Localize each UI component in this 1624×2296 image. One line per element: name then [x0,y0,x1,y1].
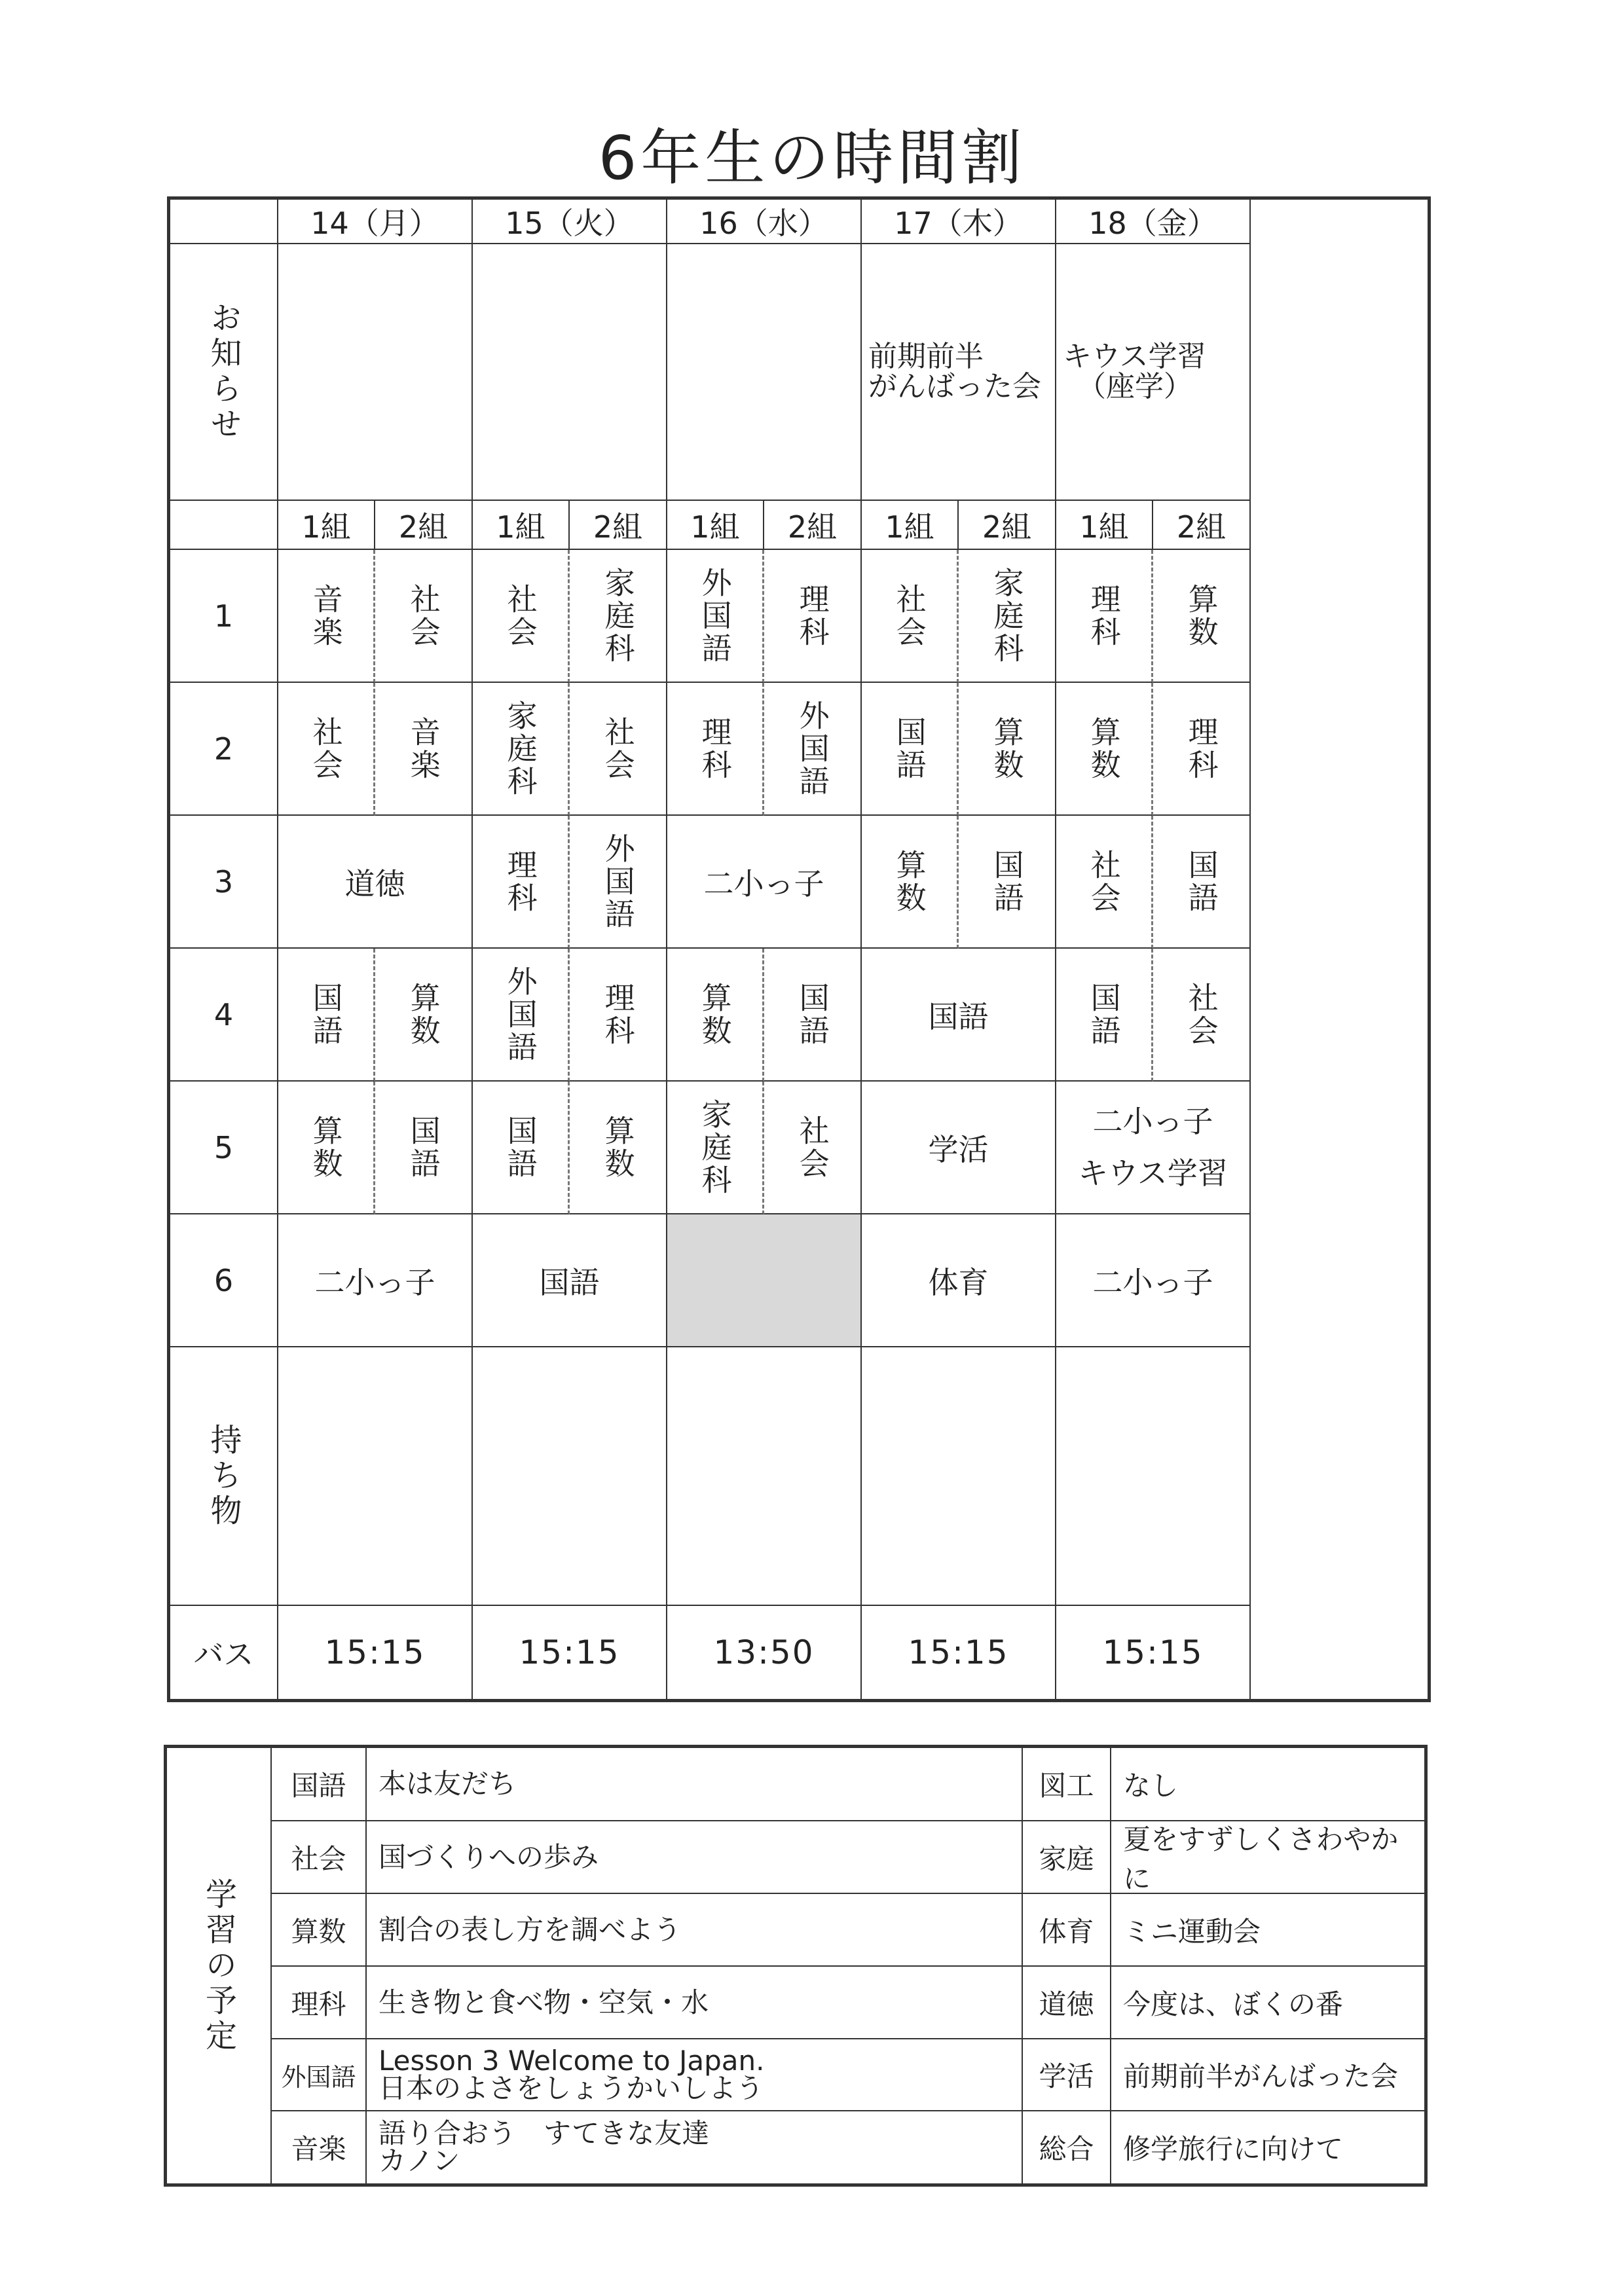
lesson-cell-merged: 国語 [473,1214,667,1347]
belongings-cell [473,1347,667,1606]
lesson-text: 音楽 [405,716,441,782]
plan-subject: 理科 [272,1967,367,2039]
plan-label-cell [167,1748,272,2183]
lesson-text: 国語 [308,981,344,1048]
lesson-text: 音楽 [308,583,344,649]
bus-time: 15:15 [473,1606,667,1699]
class-label: 1組 [473,501,570,550]
lesson-cell [1056,949,1153,1082]
lesson-cell-merged: 体育 [862,1214,1056,1347]
bus-time: 15:15 [278,1606,473,1699]
lesson-text: 二小っ子 [1092,1104,1213,1140]
lesson-text: 社会 [502,583,538,649]
period-number: 3 [170,816,278,949]
lesson-cell-merged: 二小っ子 [278,1214,473,1347]
plan-content [367,1748,1023,1821]
lesson-text: 理科 [697,716,733,782]
class-label: 2組 [1153,501,1251,550]
plan-content: なし [1111,1748,1424,1821]
plan-text: カノン [378,2145,460,2177]
lesson-text: 理科 [1183,716,1219,782]
lesson-text: 算数 [405,981,441,1048]
lesson-cell [764,1082,862,1214]
plan-text: 国づくりへの歩み [378,1840,599,1873]
lesson-cell [278,683,375,816]
plan-label: 学習の予定 [200,1877,237,2054]
class-label: 1組 [862,501,959,550]
lesson-text: 外国語 [794,699,830,798]
lesson-cell [764,550,862,683]
plan-content: 今度は、ぼくの番 [1111,1967,1424,2039]
lesson-cell [1153,949,1251,1082]
period-number: 1 [170,550,278,683]
lesson-cell [570,683,667,816]
lesson-cell [278,1082,375,1214]
lesson-cell-merged: 二小っ子 [1056,1214,1251,1347]
lesson-cell [570,949,667,1082]
lesson-text: 国語 [891,716,927,782]
lesson-text: 外国語 [600,832,636,931]
lesson-cell [862,550,959,683]
lesson-text: 国語 [794,981,830,1048]
plan-content: 前期前半がんばった会 [1111,2039,1424,2111]
class-label: 2組 [375,501,473,550]
period-number: 4 [170,949,278,1082]
belongings-cell [278,1347,473,1606]
lesson-text: 国語 [405,1114,441,1180]
plan-content: 修学旅行に向けて [1123,2133,1344,2165]
lesson-cell [764,949,862,1082]
lesson-cell [570,1082,667,1214]
plan-subject: 外国語 [272,2039,367,2111]
lesson-text: 理科 [1086,583,1122,649]
lesson-cell [862,816,959,949]
lesson-cell [1056,816,1153,949]
lesson-cell-merged: 学活 [862,1082,1056,1214]
lesson-text: 家庭科 [600,566,636,665]
lesson-text: キウス学習 [1078,1155,1228,1191]
lesson-text: 社会 [1086,848,1122,915]
plan-subject: 図工 [1023,1748,1111,1821]
plan-text: 日本のよさをしょうかいしよう [378,2072,764,2104]
lesson-text: 算数 [989,716,1025,782]
lesson-cell [959,816,1056,949]
plan-subject: 音楽 [272,2111,367,2183]
lesson-cell [1153,683,1251,816]
plan-subject: 家庭 [1023,1821,1111,1894]
lesson-text: 社会 [794,1114,830,1180]
bus-time: 15:15 [1056,1606,1251,1699]
lesson-cell [473,683,570,816]
bus-label: バス [170,1606,278,1699]
plan-content: 夏をすずしくさわやかに [1111,1821,1424,1894]
lesson-text: 家庭科 [697,1098,733,1197]
notice-text: （座学） [1063,370,1192,403]
plan-content [367,1967,1023,2039]
lesson-cell [570,550,667,683]
plan-subject: 道徳 [1023,1967,1111,2039]
lesson-cell-merged [1056,1082,1251,1214]
lesson-text: 社会 [405,583,441,649]
lesson-cell [959,550,1056,683]
plan-subject: 体育 [1023,1894,1111,1967]
notice-cell-fri [1056,244,1251,501]
page-title: 6年生の時間割 [598,123,1026,193]
lesson-text: 国語 [502,1114,538,1180]
lesson-text: 算数 [308,1114,344,1180]
class-label: 2組 [570,501,667,550]
plan-text: Lesson 3 Welcome to Japan. [378,2045,765,2077]
plan-text: 生き物と食べ物・空気・水 [378,1986,709,2018]
plan-subject: 算数 [272,1894,367,1967]
bus-time: 15:15 [862,1606,1056,1699]
lesson-cell [375,550,473,683]
lesson-text: 社会 [308,716,344,782]
class-label: 1組 [667,501,764,550]
notice-label-cell [170,244,278,501]
lesson-text: 社会 [1183,981,1219,1048]
lesson-text: 算数 [891,848,927,915]
lesson-cell [375,683,473,816]
lesson-text: 国語 [1183,848,1219,915]
lesson-cell [764,683,862,816]
class-label: 1組 [278,501,375,550]
notice-cell [473,244,667,501]
lesson-text: 家庭科 [989,566,1025,665]
lesson-cell [862,683,959,816]
lesson-text: 家庭科 [502,699,538,798]
lesson-cell [667,949,764,1082]
class-label: 2組 [764,501,862,550]
lesson-cell [375,1082,473,1214]
lesson-cell [1153,550,1251,683]
period-number: 5 [170,1082,278,1214]
day-header: 18（金） [1056,200,1251,244]
plan-subject: 学活 [1023,2039,1111,2111]
class-row-corner [170,501,278,550]
belongings-cell [667,1347,862,1606]
plan-content: ミニ運動会 [1111,1894,1424,1967]
lesson-text: 理科 [600,981,636,1048]
plan-subject: 総合 [1023,2111,1111,2183]
lesson-text: 外国語 [502,965,538,1064]
class-label: 1組 [1056,501,1153,550]
lesson-cell [667,683,764,816]
lesson-cell-merged: 道徳 [278,816,473,949]
plan-content [367,2111,1023,2183]
period-number: 2 [170,683,278,816]
lesson-cell [1153,816,1251,949]
plan-subject: 国語 [272,1748,367,1821]
lesson-cell-merged: 国語 [862,949,1056,1082]
timetable [167,196,1431,1702]
notice-cell [667,244,862,501]
plan-content [367,1821,1023,1894]
bus-time: 13:50 [667,1606,862,1699]
plan-text: 語り合おう すてきな友達 [378,2117,710,2149]
lesson-cell [473,1082,570,1214]
lesson-cell-merged: 二小っ子 [667,816,862,949]
lesson-text: 社会 [600,716,636,782]
belongings-label: 持ち物 [205,1423,242,1529]
plan-subject: 社会 [272,1821,367,1894]
lesson-text: 国語 [989,848,1025,915]
lesson-cell [570,816,667,949]
lesson-cell [278,550,375,683]
lesson-text: 算数 [697,981,733,1048]
notice-cell-thu [862,244,1056,501]
lesson-cell [959,683,1056,816]
lesson-cell [1056,550,1153,683]
lesson-cell [473,816,570,949]
day-header: 15（火） [473,200,667,244]
lesson-text: 理科 [502,848,538,915]
day-header: 16（水） [667,200,862,244]
notice-cell [278,244,473,501]
plan-content [367,2039,1023,2111]
lesson-cell [667,1082,764,1214]
lesson-cell [278,949,375,1082]
plan-text: 割合の表し方を調べよう [378,1913,682,1946]
notice-text: がんばった会 [868,370,1041,403]
lesson-text: 国語 [1086,981,1122,1048]
day-header: 17（木） [862,200,1056,244]
belongings-label-cell [170,1347,278,1606]
period-number: 6 [170,1214,278,1347]
plan-text: 本は友だち [378,1768,517,1800]
header-corner [170,200,278,244]
lesson-text: 理科 [794,583,830,649]
lesson-text: 算数 [1086,716,1122,782]
class-label: 2組 [959,501,1056,550]
day-header: 14（月） [278,200,473,244]
learning-plan [164,1745,1428,2187]
lesson-cell [473,949,570,1082]
belongings-cell [1056,1347,1251,1606]
belongings-cell [862,1347,1056,1606]
lesson-text: 社会 [891,583,927,649]
lesson-cell [375,949,473,1082]
notice-text: キウス学習 [1063,339,1206,373]
plan-content [367,1894,1023,1967]
lesson-cell [667,550,764,683]
notice-label: お知らせ [205,301,242,443]
lesson-cell [1056,683,1153,816]
lesson-cell [473,550,570,683]
lesson-text: 外国語 [697,566,733,665]
lesson-text: 算数 [1183,583,1219,649]
notice-text: 前期前半 [868,339,984,373]
no-class-cell [667,1214,862,1347]
lesson-text: 算数 [600,1114,636,1180]
